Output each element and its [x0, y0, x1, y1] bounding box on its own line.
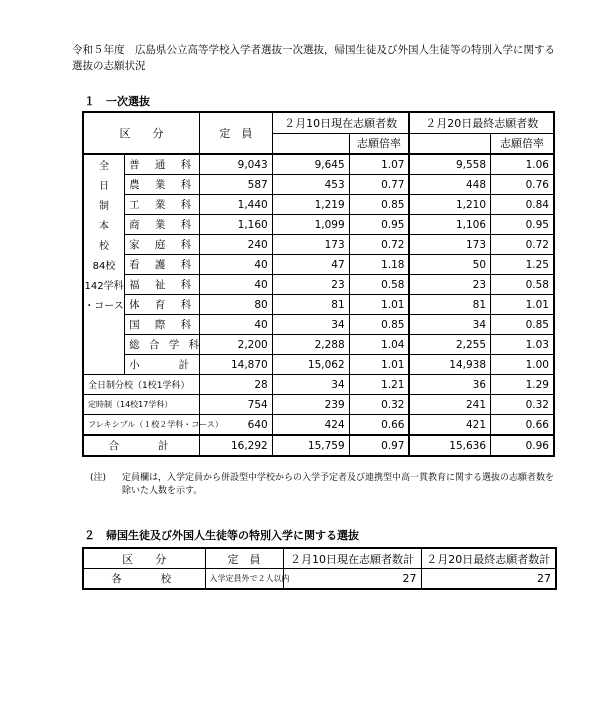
table-row — [83, 569, 556, 590]
row-feb20: 241 — [409, 395, 490, 415]
row-ratio20: 0.95 — [491, 215, 554, 235]
row-capacity: 640 — [199, 415, 272, 436]
row-feb10: 1,219 — [272, 195, 349, 215]
row-feb20: 81 — [409, 295, 490, 315]
row-ratio10: 1.01 — [349, 295, 409, 315]
row-ratio20: 0.58 — [491, 275, 554, 295]
row-capacity: 40 — [199, 255, 272, 275]
row-feb20: 1,106 — [409, 215, 490, 235]
row-name: 小 計 — [125, 355, 200, 375]
row-feb10: 23 — [272, 275, 349, 295]
note-text: 定員欄は，入学定員から併設型中学校からの入学予定者及び連携型中高一貫教育に関する選抜の志願者数を除いた人数を示す。 — [122, 473, 555, 496]
row-feb20: 9,558 — [409, 154, 490, 175]
row-feb20: 36 — [409, 375, 490, 395]
side-label: 校 — [83, 235, 125, 255]
special-admission-table — [82, 547, 557, 590]
row-capacity: 40 — [199, 275, 272, 295]
header-capacity: 定 員 — [205, 548, 283, 569]
side-label — [83, 315, 125, 335]
table-row — [83, 335, 554, 355]
header-category: 区 分 — [83, 548, 205, 569]
row-ratio20: 1.06 — [491, 154, 554, 175]
row-ratio10: 0.72 — [349, 235, 409, 255]
row-feb10: 2,288 — [272, 335, 349, 355]
row-capacity: 28 — [199, 375, 272, 395]
row-ratio10: 0.32 — [349, 395, 409, 415]
row-name: 商 業 科 — [125, 215, 200, 235]
row-feb10: 27 — [283, 569, 421, 590]
table-row — [83, 395, 554, 415]
row-ratio20: 1.29 — [491, 375, 554, 395]
row-name: 各 校 — [83, 569, 205, 590]
row-ratio10: 1.21 — [349, 375, 409, 395]
row-feb20: 50 — [409, 255, 490, 275]
row-ratio10: 1.04 — [349, 335, 409, 355]
side-label: 本 — [83, 215, 125, 235]
row-capacity: 754 — [199, 395, 272, 415]
row-capacity: 1,160 — [199, 215, 272, 235]
row-feb20: 448 — [409, 175, 490, 195]
row-ratio20: 1.01 — [491, 295, 554, 315]
total-capacity: 16,292 — [199, 435, 272, 456]
row-name: 普 通 科 — [125, 154, 200, 175]
table-row — [83, 255, 554, 275]
table-row — [83, 415, 554, 436]
row-ratio20: 1.03 — [491, 335, 554, 355]
side-label: 142学科 — [83, 275, 125, 295]
row-capacity: 240 — [199, 235, 272, 255]
row-name: 家 庭 科 — [125, 235, 200, 255]
row-name: 看 護 科 — [125, 255, 200, 275]
row-ratio20: 0.72 — [491, 235, 554, 255]
note-label: (注) — [90, 473, 107, 483]
row-ratio20: 1.25 — [491, 255, 554, 275]
row-ratio10: 1.01 — [349, 355, 409, 375]
row-ratio10: 0.85 — [349, 195, 409, 215]
table-row — [83, 375, 554, 395]
row-ratio10: 0.95 — [349, 215, 409, 235]
header-feb20: ２月20日最終志願者数計 — [421, 548, 556, 569]
row-feb10: 47 — [272, 255, 349, 275]
row-feb10: 81 — [272, 295, 349, 315]
header-category: 区 分 — [83, 112, 199, 154]
table-row — [83, 295, 554, 315]
row-name: 体 育 科 — [125, 295, 200, 315]
table-row — [83, 235, 554, 255]
row-capacity: 40 — [199, 315, 272, 335]
row-name: フレキシブル（１校２学科・コース） — [83, 415, 199, 436]
row-capacity: 80 — [199, 295, 272, 315]
row-ratio20: 0.85 — [491, 315, 554, 335]
row-name: 総 合 学 科 — [125, 335, 200, 355]
side-label: 制 — [83, 195, 125, 215]
row-feb20: 27 — [421, 569, 556, 590]
row-capacity: 2,200 — [199, 335, 272, 355]
row-feb20: 173 — [409, 235, 490, 255]
side-label: ・コース — [83, 295, 125, 315]
row-feb20: 14,938 — [409, 355, 490, 375]
row-name: 工 業 科 — [125, 195, 200, 215]
row-name: 福 祉 科 — [125, 275, 200, 295]
header-feb20: ２月20日最終志願者数 — [409, 112, 554, 133]
table-row — [83, 215, 554, 235]
header-feb10: ２月10日現在志願者数 — [272, 112, 409, 133]
table-row — [83, 154, 554, 175]
row-feb10: 173 — [272, 235, 349, 255]
section-1-heading: １ 一次選抜 — [84, 95, 150, 108]
table-row — [83, 175, 554, 195]
row-name: 農 業 科 — [125, 175, 200, 195]
table-row — [83, 315, 554, 335]
header-ratio-feb10: 志願倍率 — [349, 133, 409, 154]
side-label — [83, 335, 125, 355]
section-2-heading: ２ 帰国生徒及び外国人生徒等の特別入学に関する選抜 — [84, 529, 359, 542]
row-feb20: 2,255 — [409, 335, 490, 355]
row-capacity: 587 — [199, 175, 272, 195]
row-feb10: 453 — [272, 175, 349, 195]
document-title: 令和５年度 広島県公立高等学校入学者選抜一次選抜，帰国生徒及び外国人生徒等の特別入学に関する選抜の志願状況 — [72, 44, 555, 72]
row-capacity: 9,043 — [199, 154, 272, 175]
row-ratio20: 0.32 — [491, 395, 554, 415]
row-name: 国 際 科 — [125, 315, 200, 335]
table-header-row — [83, 548, 556, 569]
row-feb10: 34 — [272, 315, 349, 335]
row-feb20: 421 — [409, 415, 490, 436]
total-ratio20: 0.96 — [491, 435, 554, 456]
row-ratio20: 1.00 — [491, 355, 554, 375]
table-row — [83, 275, 554, 295]
table-row — [83, 355, 554, 375]
row-feb10: 34 — [272, 375, 349, 395]
row-ratio10: 0.66 — [349, 415, 409, 436]
row-ratio20: 0.84 — [491, 195, 554, 215]
row-name: 定時制（14校17学科） — [83, 395, 199, 415]
row-feb10: 424 — [272, 415, 349, 436]
header-capacity: 定 員 — [199, 112, 272, 154]
row-ratio10: 1.07 — [349, 154, 409, 175]
total-ratio10: 0.97 — [349, 435, 409, 456]
row-feb10: 9,645 — [272, 154, 349, 175]
table-row — [83, 195, 554, 215]
row-feb20: 34 — [409, 315, 490, 335]
row-feb20: 23 — [409, 275, 490, 295]
row-ratio10: 0.58 — [349, 275, 409, 295]
table-header-row — [83, 112, 554, 133]
side-label — [83, 355, 125, 375]
row-ratio20: 0.66 — [491, 415, 554, 436]
row-capacity: 14,870 — [199, 355, 272, 375]
row-name: 全日制分校（1校1学科） — [83, 375, 199, 395]
total-feb10: 15,759 — [272, 435, 349, 456]
side-label: 84校 — [83, 255, 125, 275]
row-feb10: 15,062 — [272, 355, 349, 375]
total-row — [83, 435, 554, 456]
header-ratio-feb20: 志願倍率 — [491, 133, 554, 154]
row-capacity: 入学定員外で２人以内 — [205, 569, 283, 590]
row-ratio10: 1.18 — [349, 255, 409, 275]
row-feb10: 1,099 — [272, 215, 349, 235]
row-ratio10: 0.77 — [349, 175, 409, 195]
header-feb10: ２月10日現在志願者数計 — [283, 548, 421, 569]
first-selection-table — [82, 111, 555, 457]
total-label: 合 計 — [83, 435, 199, 456]
row-ratio10: 0.85 — [349, 315, 409, 335]
side-label: 全 — [83, 154, 125, 175]
row-capacity: 1,440 — [199, 195, 272, 215]
side-label: 日 — [83, 175, 125, 195]
row-ratio20: 0.76 — [491, 175, 554, 195]
total-feb20: 15,636 — [409, 435, 490, 456]
row-feb10: 239 — [272, 395, 349, 415]
row-feb20: 1,210 — [409, 195, 490, 215]
